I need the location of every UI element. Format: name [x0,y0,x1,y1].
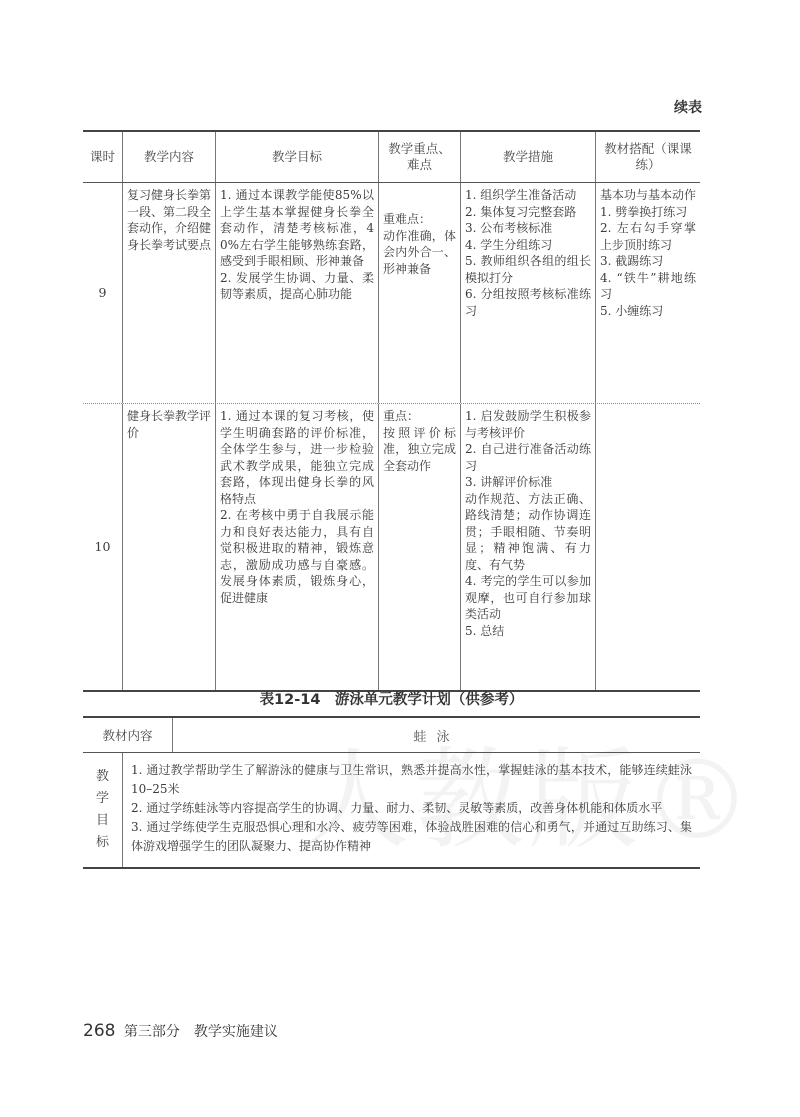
page-number: 268 [83,1021,116,1041]
table-row [83,183,700,404]
table-header-row [83,132,700,183]
header-content: 教学内容 [123,132,216,182]
lesson-content: 健身长拳教学评价 [123,404,216,690]
lesson-plan-table [83,130,700,692]
lesson-key-points: 重点： 按照评价标准，独立完成全套动作 [379,404,461,690]
table-row [83,404,700,690]
header-key-points: 教学重点、难点 [379,132,461,182]
swimming-plan-table [83,716,700,869]
lesson-measures: 1. 启发鼓励学生积极参与考核评价 2. 自己进行准备活动练习 3. 讲解评价标准 动作规范、方法正确、路线清楚；动作协调连贯；手眼相随、节奏明显；精神饱满、有力度、有气势 4. 考完的学生可以参加观摩，也可自行参加球类活动 5. 总结 [461,404,596,690]
lesson-content: 复习健身长拳第一段、第二段全套动作，介绍健身长拳考试要点 [123,183,216,403]
header-measures: 教学措施 [461,132,596,182]
lesson-goals: 1. 通过本课的复习考核，使学生明确套路的评价标准，全体学生参与，进一步检验武术教学成果，能独立完成套路，体现出健身长拳的风格特点 2. 在考核中勇于自我展示能力和良好表达能力，具有自觉积极进取的精神，锻炼意志，激励成功感与自豪感。发展身体素质，锻炼身心，促进健康 [216,404,379,690]
lesson-materials: 基本功与基本动作 1. 劈拳换打练习 2. 左右勾手穿掌上步顶肘练习 3. 截踢练习 4. “铁牛”耕地练习 5. 小缠练习 [600,188,697,318]
lesson-measures: 1. 组织学生准备活动 2. 集体复习完整套路 3. 公布考核标准 4. 学生分组练习 5. 教师组织各组的组长模拟打分 6. 分组按照考核标准练习 [461,183,596,403]
content-label: 教材内容 [83,718,173,752]
goals-text: 1. 通过教学帮助学生了解游泳的健康与卫生常识，熟悉并提高水性，掌握蛙泳的基本技术，能够连续蛙泳10–25米 2. 通过学练蛙泳等内容提高学生的协调、力量、耐力、柔韧、灵敏等素质，改善身体机能和体质水平 3. 通过学练使学生克服恐惧心理和水冷、疲劳等困难，体验战胜困难的信心和勇气，并通过互助练习、集体游戏增强学生的团队凝聚力、提高协作精神 [131,763,692,853]
lesson-number: 10 [83,404,123,690]
continued-label: 续表 [674,100,702,116]
lesson-number: 9 [83,183,123,403]
header-materials: 教材搭配（课课练） [604,141,692,172]
table-row [83,753,700,867]
table-row [83,718,700,753]
table-title: 表12-14 游泳单元教学计划（供参考） [259,692,524,708]
page-footer [83,1021,278,1041]
lesson-materials [596,404,700,690]
header-goals: 教学目标 [216,132,379,182]
lesson-goals: 1. 通过本课教学能使85%以上学生基本掌握健身长拳全套动作，清楚考核标准，40%左右学生能够熟练套路，感受到手眼相顾、形神兼备 2. 发展学生协调、力量、柔韧等素质，提高心肺功能 [216,183,379,403]
goals-label: 教 学 目 标 [83,753,123,867]
content-value: 蛙泳 [413,729,460,745]
header-lesson: 课时 [83,132,123,182]
lesson-key-points: 重难点： 动作准确，体会内外合一、形神兼备 [379,183,461,403]
section-title: 第三部分 教学实施建议 [123,1024,278,1040]
